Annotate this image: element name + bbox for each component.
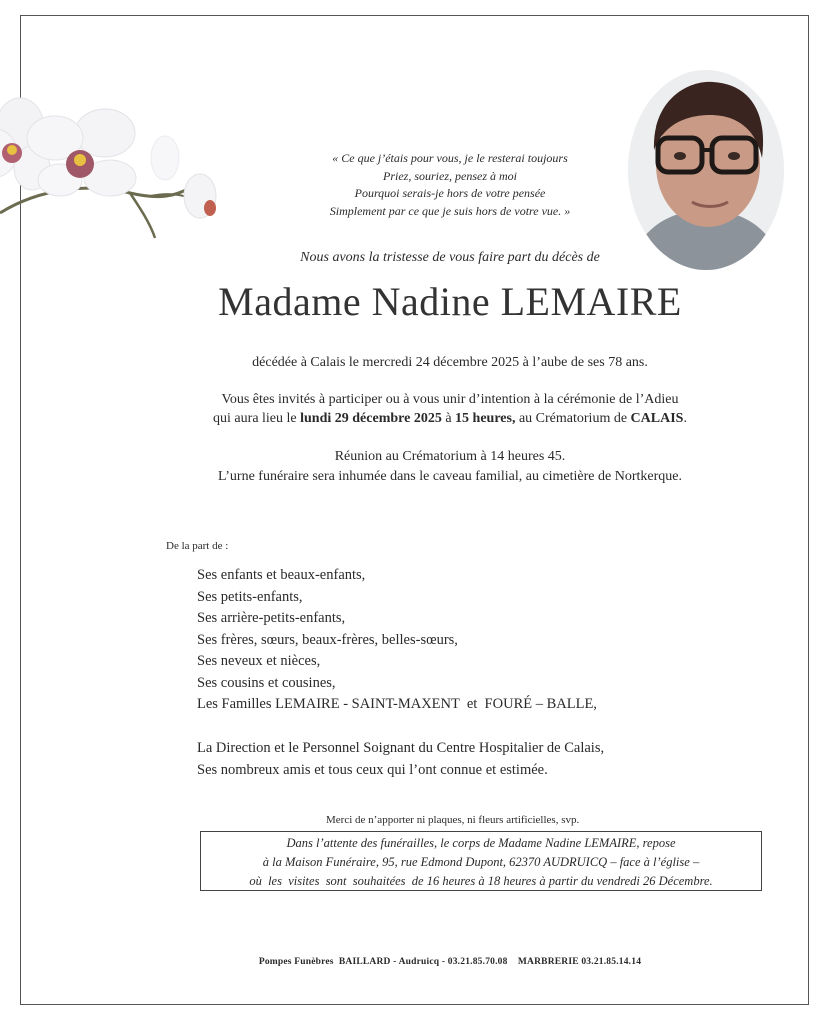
reunion-text: Réunion au Crématorium à 14 heures 45.	[334, 449, 566, 464]
list-item: Les Familles LEMAIRE - SAINT-MAXENT et FOURÉ – BALLE,	[197, 696, 597, 712]
notice-line: Dans l’attente des funérailles, le corps de Madame Nadine LEMAIRE, repose	[286, 836, 676, 850]
list-item: La Direction et le Personnel Soignant du Centre Hospitalier de Calais,	[197, 740, 605, 756]
invitation-line-2	[0, 411, 823, 427]
ceremony-date: lundi 29 décembre 2025	[300, 411, 442, 426]
poem-line: Priez, souriez, pensez à moi	[383, 168, 517, 183]
poem	[280, 150, 620, 220]
ceremony-place: CALAIS	[630, 411, 684, 426]
notice-line: où les visites sont souhaitées de 16 heures à 18 heures à partir du vendredi 26 Décembre.	[249, 874, 713, 888]
notice-line: à la Maison Funéraire, 95, rue Edmond Dupont, 62370 AUDRUICQ – face à l’église –	[262, 855, 700, 869]
poem-line: « Ce que j’étais pour vous, je le resterai toujours	[332, 151, 568, 165]
poem-line: Pourquoi serais-je hors de votre pensée	[354, 186, 546, 200]
portrait-photo	[628, 70, 784, 270]
list-item: Ses cousins et cousines,	[197, 674, 336, 691]
portrait-image	[628, 70, 784, 270]
merci-note: Merci de n’apporter ni plaques, ni fleurs artificielles, svp.	[326, 814, 580, 826]
staff-list	[197, 737, 604, 781]
from-label: De la part de :	[166, 540, 229, 552]
list-item: Ses arrière-petits-enfants,	[197, 610, 346, 626]
poem-line: Simplement par ce que je suis hors de votre vue. »	[329, 203, 571, 218]
orchid-flowers-image	[0, 88, 240, 258]
list-item: Ses neveux et nièces,	[197, 653, 321, 669]
deceased-name: Madame Nadine LEMAIRE	[218, 279, 682, 324]
invitation-text: .	[683, 411, 687, 426]
family-list	[197, 565, 597, 716]
footer-contacts: Pompes Funèbres BAILLARD - Audruicq - 03.21.85.70.08 MARBRERIE 03.21.85.14.14	[258, 957, 642, 967]
ceremony-time: 15 heures,	[455, 411, 516, 426]
invitation-text: à	[441, 411, 456, 426]
list-item: Ses petits-enfants,	[197, 588, 303, 605]
invitation-line-1: Vous êtes invités à participer ou à vous unir d’intention à la cérémonie de l’Adieu	[221, 392, 679, 407]
urne-text: L’urne funéraire sera inhumée dans le caveau familial, au cimetière de Nortkerque.	[218, 469, 682, 484]
invitation-text: qui aura lieu le	[213, 411, 301, 426]
death-announcement: décédée à Calais le mercredi 24 décembre 2025 à l’aube de ses 78 ans.	[252, 355, 648, 370]
funeral-home-notice	[200, 831, 762, 891]
list-item: Ses enfants et beaux-enfants,	[197, 567, 366, 583]
intro-text: Nous avons la tristesse de vous faire part du décès de	[300, 250, 600, 265]
list-item: Ses nombreux amis et tous ceux qui l’ont connue et estimée.	[197, 762, 548, 778]
invitation-text: au Crématorium de	[515, 411, 631, 426]
list-item: Ses frères, sœurs, beaux-frères, belles-sœurs,	[197, 631, 458, 648]
